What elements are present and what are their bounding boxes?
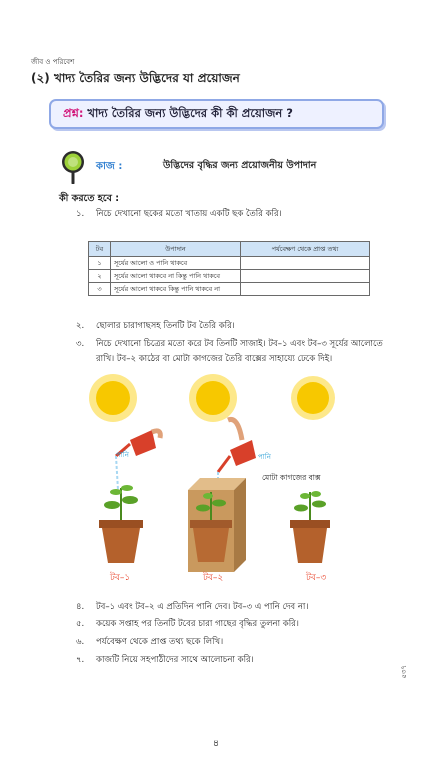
step-text: ছোলার চারাগাছসহ তিনটি টব তৈরি করি। [96,321,235,331]
step-number: ৪. [76,602,85,612]
pot-label: টব–৩ [306,573,327,583]
table-cell-item: সূর্যের আলো থাকবে না কিন্তু পানি থাকবে [111,270,241,283]
step-text: কয়েক সপ্তাহ পর তিনটি টবের চারা গাছের বৃদ্ধির তুলনা করি। [96,619,299,629]
side-code: ৫৩৭ [400,665,408,679]
step-number: ২. [76,321,85,331]
step-number: ৩. [76,339,85,349]
water-label: পানি [258,453,271,461]
watering-can-icon [116,430,160,490]
section-title: (২) খাদ্য তৈরির জন্য উদ্ভিদের যা প্রয়োজন [31,71,240,85]
experiment-illustration [0,360,432,595]
water-label: পানি [116,451,129,459]
sun-icon [291,376,335,420]
table-row [89,270,370,283]
sun-icon [189,374,237,422]
step-text: টব–১ এবং টব–২ এ প্রতিদিন পানি দেব। টব–৩ এ পানি দেব না। [96,602,309,612]
step-item [76,635,386,650]
step-number: ৭. [76,655,85,665]
table-cell-item: সূর্যের আলো ও পানি থাকবে [111,257,241,270]
sun-icon [89,374,137,422]
step-text: নিচে দেখানো ছকের মতো খাতায় একটি ছক তৈরি করি। [96,209,282,219]
magnifier-icon [60,150,86,184]
plant-pot [290,491,330,563]
question-label: প্রশ্ন: [63,105,84,120]
task-row [60,150,400,184]
step-item [76,207,386,222]
table-header-observation: পর্যবেক্ষণ থেকে প্রাপ্ত তথ্য [241,242,370,257]
table-cell-item: সূর্যের আলো থাকবে কিন্তু পানি থাকবে না [111,283,241,296]
table-cell-observation [241,270,370,283]
chapter-header: জীব ও পরিবেশ [31,58,75,66]
step-item [76,617,386,632]
table-cell-pot: ৩ [89,283,111,296]
task-title: উদ্ভিদের বৃদ্ধির জন্য প্রয়োজনীয় উপাদান [163,160,317,171]
table-cell-pot: ২ [89,270,111,283]
pot-label: টব–২ [203,573,224,583]
step-text: পর্যবেক্ষণ থেকে প্রাপ্ত তথ্য ছকে লিখি। [96,637,224,647]
step-text: কাজটি নিয়ে সহপাঠীদের সাথে আলোচনা করি। [96,655,254,665]
step-item [76,653,386,668]
table-row [89,257,370,270]
task-label: কাজ : [96,161,123,172]
box-label: মোটা কাগজের বাক্স [262,473,321,482]
step-item [76,600,386,615]
table-cell-observation [241,257,370,270]
table-cell-pot: ১ [89,257,111,270]
plant-pot [99,485,143,563]
cardboard-box [188,478,246,572]
pot-label: টব–১ [110,573,131,583]
table-header-pot: টব [89,242,111,257]
step-text: নিচে দেখানো চিত্রের মতো করে টব তিনটি সাজাই। টব–১ এবং টব–৩ সূর্যের আলোতে রাখি। টব–২ কাঠের বা মোটা কাগজের তৈরি বাক্সের সাহায্যে ঢেকে দিই। [96,339,383,364]
page-number: ৪ [212,738,220,749]
observation-table [88,241,370,296]
step-number: ৬. [76,637,85,647]
table-row [89,283,370,296]
step-number: ১. [76,209,85,219]
question-box [49,99,384,129]
what-to-do-heading: কী করতে হবে : [59,193,119,204]
table-cell-observation [241,283,370,296]
step-item [76,319,386,334]
question-text: খাদ্য তৈরির জন্য উদ্ভিদের কী কী প্রয়োজন ? [87,105,293,120]
table-header-item: উপাদান [111,242,241,257]
step-number: ৫. [76,619,85,629]
